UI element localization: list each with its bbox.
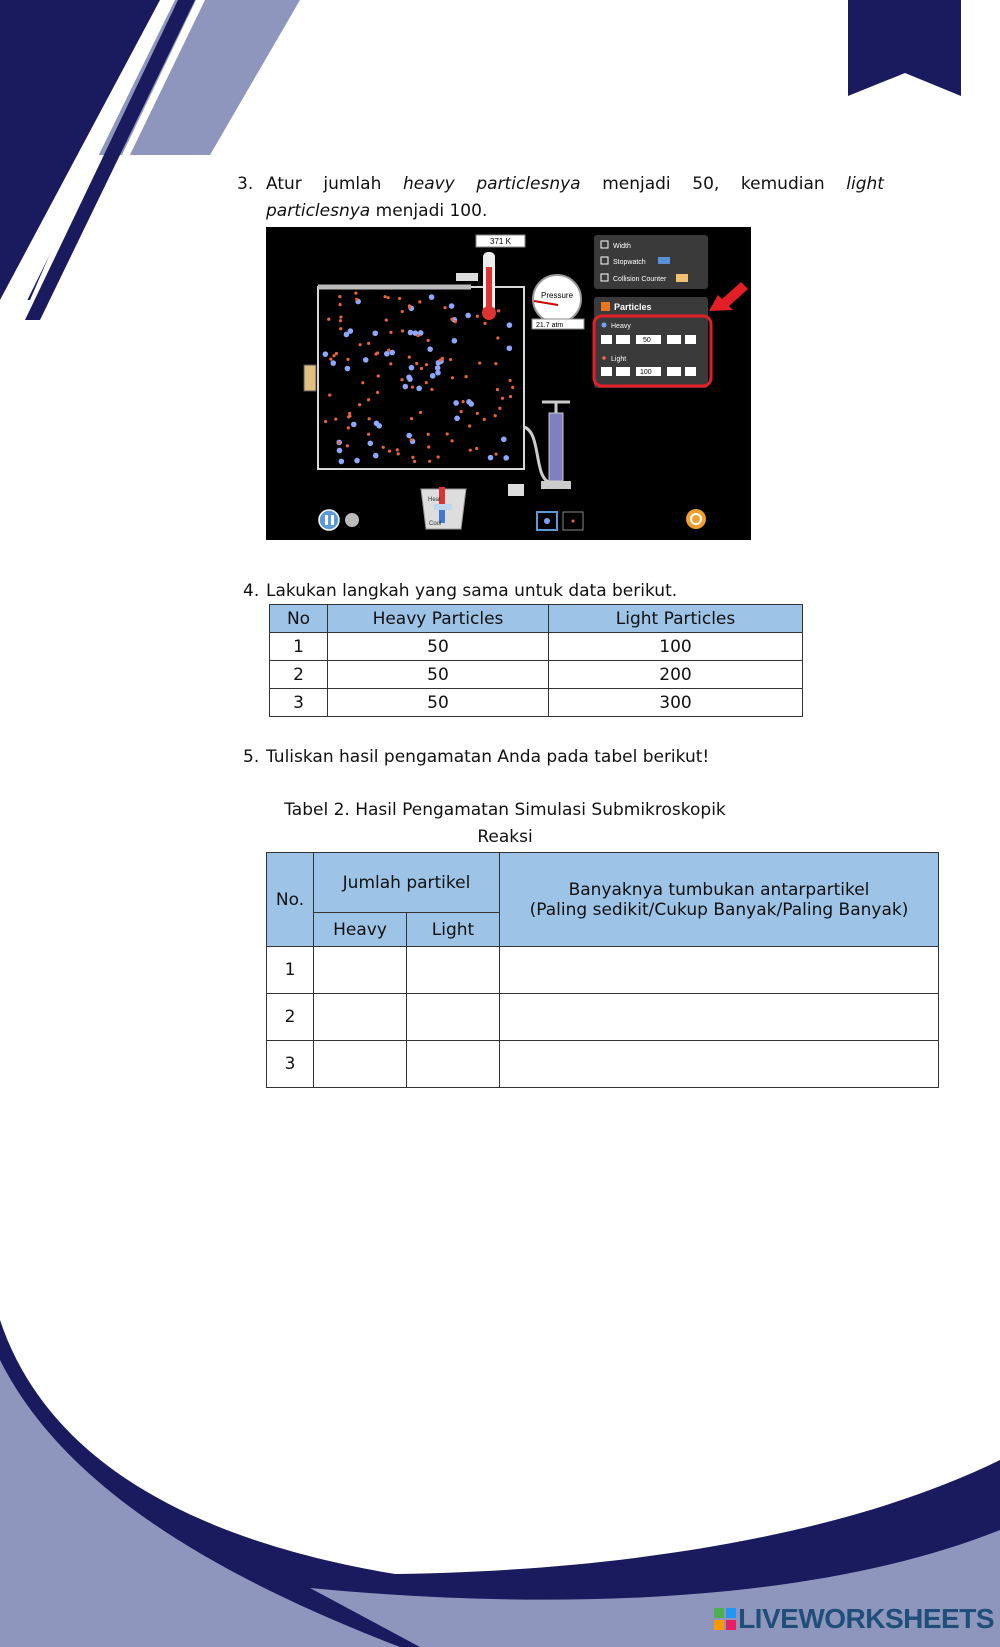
liveworksheets-logo[interactable] bbox=[714, 1603, 994, 1635]
light-particle bbox=[427, 339, 430, 342]
bookmark-ribbon bbox=[848, 0, 962, 98]
light-particle bbox=[359, 343, 362, 346]
light-particle bbox=[388, 450, 391, 453]
heavy-label: Heavy bbox=[611, 323, 631, 330]
light-label: Light bbox=[611, 356, 627, 363]
light-particle bbox=[367, 398, 370, 401]
collision-input-cell[interactable] bbox=[500, 1041, 939, 1088]
light-particle bbox=[332, 354, 335, 357]
light-particle bbox=[400, 378, 403, 381]
light-particle bbox=[327, 318, 330, 321]
cell-light: 300 bbox=[549, 689, 803, 717]
light-particle bbox=[334, 417, 337, 420]
heavy-particle bbox=[348, 328, 354, 334]
heavy-particle bbox=[429, 294, 435, 300]
heavy-particle bbox=[330, 360, 336, 366]
heavy-particle bbox=[323, 351, 329, 357]
light-particle bbox=[509, 395, 512, 398]
heavy-count: 50 bbox=[643, 337, 651, 344]
light-particle bbox=[498, 407, 501, 410]
light-particle bbox=[410, 417, 413, 420]
step-5-number: 5. bbox=[243, 747, 260, 767]
light-particle bbox=[451, 376, 454, 379]
light-particle bbox=[443, 306, 446, 309]
light-particle bbox=[419, 411, 422, 414]
step-3-line-2: particlesnya menjadi 100. bbox=[266, 201, 488, 221]
cell-heavy: 50 bbox=[328, 633, 549, 661]
row-number: 2 bbox=[267, 994, 314, 1041]
heavy-particle bbox=[372, 330, 378, 336]
table-row bbox=[267, 1041, 939, 1088]
cell-heavy: 50 bbox=[328, 689, 549, 717]
step-3-word: light bbox=[846, 174, 884, 194]
light-particle bbox=[496, 336, 499, 339]
heavy-particle bbox=[449, 303, 455, 309]
header-jumlah-partikel: Jumlah partikel bbox=[314, 853, 500, 913]
light-particle bbox=[387, 348, 390, 351]
light-particle bbox=[338, 295, 341, 298]
heavy-particle bbox=[345, 366, 351, 372]
light-particle bbox=[358, 403, 361, 406]
heavy-particle bbox=[430, 373, 436, 379]
light-particle bbox=[387, 296, 390, 299]
light-particle bbox=[396, 448, 399, 451]
light-particle bbox=[494, 414, 497, 417]
heavy-particle bbox=[406, 374, 412, 380]
table-row bbox=[267, 947, 939, 994]
table-2-caption: Tabel 2. Hasil Pengamatan Simulasi Submikroskopik Reaksi bbox=[284, 800, 726, 847]
light-particle bbox=[401, 310, 404, 313]
header-heavy: Heavy bbox=[314, 913, 407, 947]
light-particle bbox=[337, 441, 340, 444]
heavy-input-cell[interactable] bbox=[314, 947, 407, 994]
cell-light: 200 bbox=[549, 661, 803, 689]
light-particle bbox=[367, 433, 370, 436]
light-particle bbox=[437, 455, 440, 458]
heavy-particle bbox=[465, 313, 471, 319]
light-particle bbox=[460, 410, 463, 413]
light-particle bbox=[347, 426, 350, 429]
cell-heavy: 50 bbox=[328, 661, 549, 689]
step-3-word: Atur bbox=[266, 174, 302, 194]
step-3-word: menjadi bbox=[602, 174, 671, 194]
pressure-readout: 21.7 atm bbox=[536, 322, 564, 329]
step-4-number: 4. bbox=[243, 581, 260, 601]
light-particle bbox=[411, 456, 414, 459]
heavy-particle bbox=[503, 455, 509, 461]
brand-text: LIVEWORKSHEETS bbox=[738, 1603, 994, 1634]
column-header-light: Light Particles bbox=[549, 605, 803, 633]
step-5-text: Tuliskan hasil pengamatan Anda pada tabel berikut! bbox=[266, 747, 710, 767]
collision-input-cell[interactable] bbox=[500, 994, 939, 1041]
liveworksheets-icon bbox=[714, 1608, 736, 1630]
light-particle bbox=[329, 358, 332, 361]
light-particle bbox=[446, 432, 449, 435]
light-particle bbox=[335, 352, 338, 355]
table-row bbox=[267, 994, 939, 1041]
light-particle bbox=[496, 388, 499, 391]
column-header-heavy: Heavy Particles bbox=[328, 605, 549, 633]
table-row bbox=[270, 633, 803, 661]
step-3-word: 50, bbox=[692, 174, 720, 194]
light-particle bbox=[427, 445, 430, 448]
light-particle bbox=[324, 420, 327, 423]
cell-no: 1 bbox=[270, 633, 328, 661]
light-particle bbox=[464, 375, 467, 378]
light-particle bbox=[418, 300, 421, 303]
light-particle bbox=[361, 381, 364, 384]
light-particle bbox=[420, 367, 423, 370]
light-particle bbox=[354, 292, 357, 295]
light-particle bbox=[338, 303, 341, 306]
heavy-particle bbox=[501, 436, 507, 442]
light-particle bbox=[339, 327, 342, 330]
light-particle bbox=[385, 318, 388, 321]
option-collision-counter: Collision Counter bbox=[613, 276, 667, 283]
heavy-particle bbox=[363, 357, 369, 363]
light-particle bbox=[468, 424, 471, 427]
heavy-particle bbox=[409, 365, 415, 371]
heavy-input-cell[interactable] bbox=[314, 994, 407, 1041]
heavy-particle bbox=[466, 399, 472, 405]
row-number: 3 bbox=[267, 1041, 314, 1088]
light-particle bbox=[416, 334, 419, 337]
light-particle bbox=[494, 362, 497, 365]
header-light: Light bbox=[407, 913, 500, 947]
cell-no: 2 bbox=[270, 661, 328, 689]
light-input-cell[interactable] bbox=[407, 1041, 500, 1088]
light-particle bbox=[469, 449, 472, 452]
light-particle bbox=[389, 362, 392, 365]
bottom-decoration bbox=[0, 1320, 1000, 1647]
heavy-particle bbox=[389, 350, 395, 356]
heavy-particle bbox=[507, 345, 513, 351]
heavy-particle bbox=[337, 448, 343, 454]
heavy-particle bbox=[406, 433, 412, 439]
cell-no: 3 bbox=[270, 689, 328, 717]
temperature-readout: 371 K bbox=[490, 237, 511, 246]
heavy-particle bbox=[453, 400, 459, 406]
table-row bbox=[270, 661, 803, 689]
heavy-particle bbox=[507, 322, 513, 328]
heavy-particle bbox=[374, 421, 380, 427]
light-particle bbox=[441, 357, 444, 360]
light-particle bbox=[339, 315, 342, 318]
light-particle bbox=[428, 460, 431, 463]
light-particle bbox=[451, 439, 454, 442]
light-particle bbox=[346, 444, 349, 447]
table-row bbox=[270, 689, 803, 717]
heavy-particle bbox=[416, 386, 422, 392]
heavy-particle bbox=[367, 441, 373, 447]
light-particle bbox=[483, 322, 486, 325]
collision-input-cell[interactable] bbox=[500, 947, 939, 994]
light-particle bbox=[427, 433, 430, 436]
light-particle bbox=[397, 452, 400, 455]
cell-light: 100 bbox=[549, 633, 803, 661]
step-4-text: Lakukan langkah yang sama untuk data berikut. bbox=[266, 581, 678, 601]
option-width: Width bbox=[613, 243, 631, 250]
light-particle bbox=[450, 318, 453, 321]
header-banyak-tumbukan: Banyaknya tumbukan antarpartikel (Paling sedikit/Cukup Banyak/Paling Banyak) bbox=[500, 853, 939, 947]
light-particle bbox=[509, 379, 512, 382]
light-input-cell[interactable] bbox=[407, 994, 500, 1041]
cool-label: Cool bbox=[429, 521, 442, 527]
light-particle bbox=[355, 298, 358, 301]
light-input-cell[interactable] bbox=[407, 947, 500, 994]
light-particle bbox=[494, 453, 497, 456]
light-particle bbox=[430, 388, 433, 391]
light-particle bbox=[339, 319, 342, 322]
light-particle bbox=[413, 460, 416, 463]
light-particle bbox=[449, 358, 452, 361]
particles-panel-title: Particles bbox=[614, 302, 652, 312]
heavy-particle bbox=[339, 459, 345, 465]
heavy-particle bbox=[488, 455, 494, 461]
heat-label: Heat bbox=[428, 497, 441, 503]
light-particle bbox=[383, 295, 386, 298]
light-particle bbox=[346, 358, 349, 361]
light-particle bbox=[398, 297, 401, 300]
light-particle bbox=[382, 446, 385, 449]
heavy-particle bbox=[454, 416, 460, 422]
step-3-number: 3. bbox=[237, 174, 254, 194]
light-particle bbox=[376, 391, 379, 394]
step-3-word: heavy bbox=[402, 174, 455, 194]
heavy-particle bbox=[354, 458, 360, 464]
heavy-particle bbox=[427, 346, 433, 352]
light-particle bbox=[476, 412, 479, 415]
light-particle bbox=[368, 417, 371, 420]
light-particle bbox=[475, 447, 478, 450]
light-particle bbox=[348, 412, 351, 415]
light-particle bbox=[415, 362, 418, 365]
light-count: 100 bbox=[640, 369, 652, 376]
heavy-particle bbox=[408, 330, 414, 336]
light-particle bbox=[377, 374, 380, 377]
heavy-particle bbox=[435, 370, 441, 376]
heavy-particle bbox=[452, 338, 458, 344]
light-particle bbox=[367, 342, 370, 345]
light-particle bbox=[408, 306, 411, 309]
light-particle bbox=[408, 356, 411, 359]
heavy-particle bbox=[351, 422, 357, 428]
light-particle bbox=[478, 361, 481, 364]
pressure-label: Pressure bbox=[541, 291, 574, 300]
heavy-particle bbox=[403, 384, 409, 390]
row-number: 1 bbox=[267, 947, 314, 994]
particle-data-table bbox=[269, 604, 803, 717]
step-3-word: kemudian bbox=[740, 174, 825, 194]
heavy-input-cell[interactable] bbox=[314, 1041, 407, 1088]
light-particle bbox=[454, 320, 457, 323]
light-particle bbox=[483, 418, 486, 421]
light-particle bbox=[497, 309, 500, 312]
step-3-word: particlesnya bbox=[476, 174, 581, 194]
heavy-particle bbox=[373, 453, 379, 459]
light-particle bbox=[501, 397, 504, 400]
step-3-word: jumlah bbox=[323, 174, 382, 194]
option-stopwatch: Stopwatch bbox=[613, 259, 646, 266]
heavy-particle bbox=[435, 365, 441, 371]
light-particle bbox=[425, 381, 428, 384]
light-particle bbox=[425, 363, 428, 366]
gas-simulation-screenshot bbox=[266, 227, 751, 540]
column-header-no: No bbox=[270, 605, 328, 633]
light-particle bbox=[376, 351, 379, 354]
light-particle bbox=[328, 393, 331, 396]
header-no: No. bbox=[267, 853, 314, 947]
light-particle bbox=[476, 315, 479, 318]
heavy-particle bbox=[384, 351, 390, 357]
light-particle bbox=[461, 400, 464, 403]
light-particle bbox=[511, 386, 514, 389]
light-particle bbox=[389, 331, 392, 334]
step-3-line-1 bbox=[266, 171, 884, 198]
light-particle bbox=[411, 385, 414, 388]
light-particle bbox=[401, 329, 404, 332]
light-particle bbox=[410, 438, 413, 441]
observation-table bbox=[266, 852, 939, 1088]
